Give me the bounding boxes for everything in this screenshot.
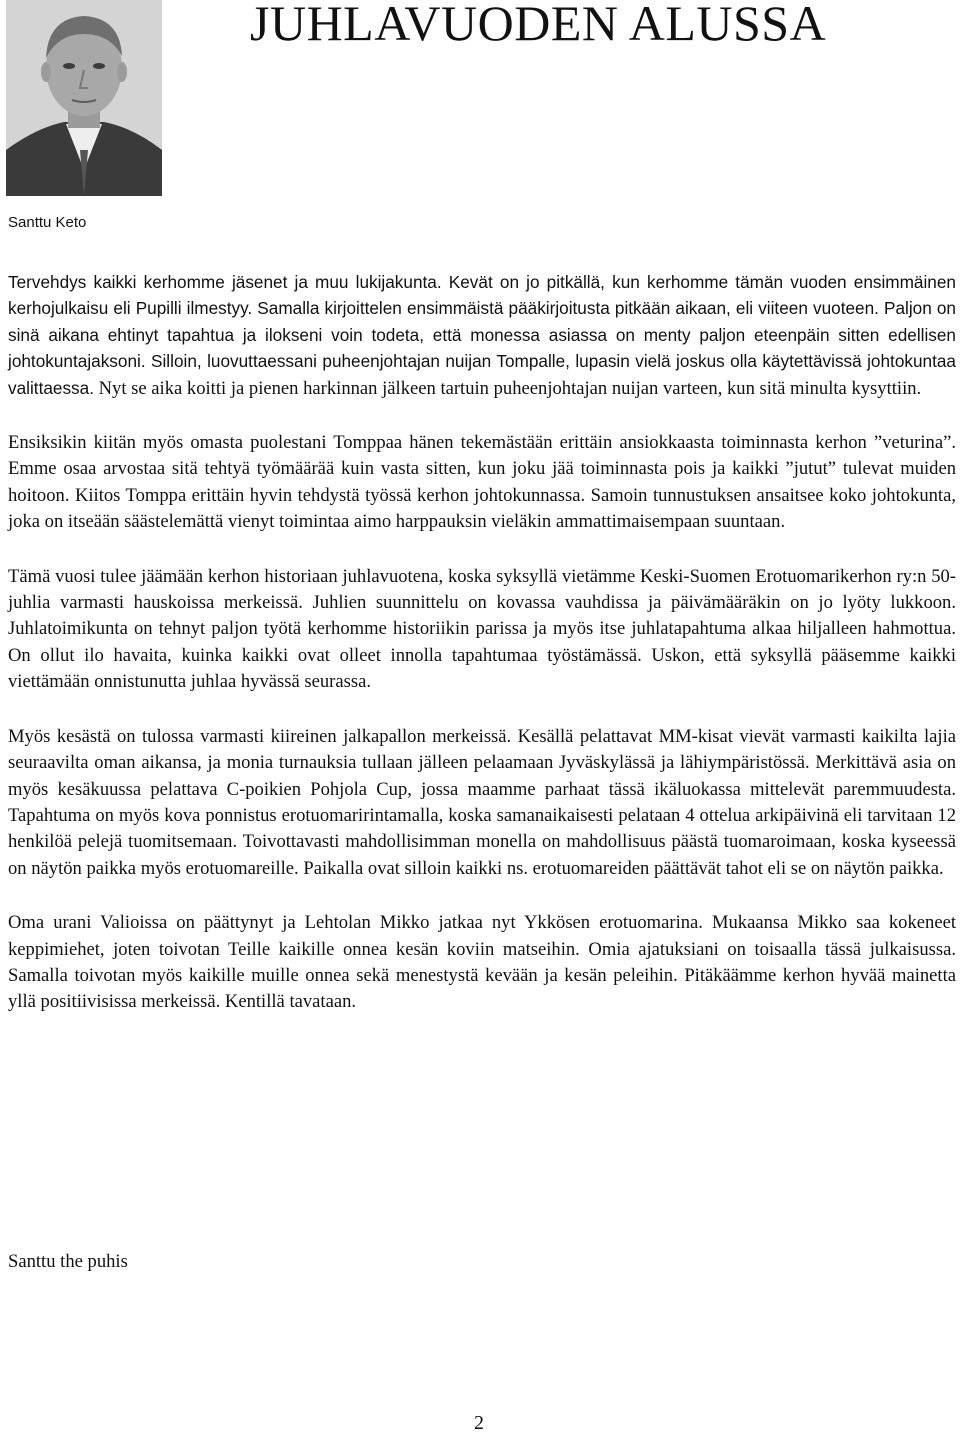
paragraph-greeting-text: Tervehdys kaikki kerhomme jäsenet ja muu lukijakunta. Kevät on jo pitkällä, kun kerhomme tämän vuoden ensimmäinen kerhojulkaisu eli Pupilli ilmestyy. Samalla kirjoittelen ensimmäistä pääkirjoitusta pitkään aikaan, eli viiteen vuoteen. Paljon on sinä aikana ehtinyt tapahtua ja ilokseni voin todeta, että monessa asiassa on menty paljon eteenpäin sitten edellisen johtokuntajaksoni. Silloin, luovuttaessani puheenjohtajan nuijan Tompalle, lupasin vielä joskus olla käytettävissä johtokuntaa valittaessa. <box>8 272 956 398</box>
author-portrait-photo <box>6 0 162 196</box>
portrait-image <box>6 0 162 196</box>
article-title: JUHLAVUODEN ALUSSA <box>250 0 827 51</box>
paragraph-anniversary: Tämä vuosi tulee jäämään kerhon historiaan juhlavuotena, koska syksyllä vietämme Keski-Suomen Erotuomarikerhon ry:n 50-juhlia varmasti hauskoissa merkeissä. Juhlien suunnittelu on kovassa vauhdissa ja päivämääräkin on jo lyöty lukkoon. Juhlatoimikunta on tehnyt paljon työtä kerhomme historiikin parissa ja myös itse juhlatapahtuma alkaa hiljalleen hahmottua. On ollut ilo havaita, kuinka kaikki ovat olleet innolla tapahtumaa työstämässä. Uskon, että syksyllä pääsemme kaikki viettämään onnistunutta juhlaa hyvässä seurassa. <box>8 565 956 693</box>
paragraph-summer: Myös kesästä on tulossa varmasti kiireinen jalkapallon merkeissä. Kesällä pelattavat MM-kisat vievät varmasti kaikilta lajia seuraavilta oman aikansa, ja monia turnauksia tullaan jälleen pelaamaan Jyväskylässä ja lähiympäristössä. Merkittävä asia on myös kesäkuussa pelattava C-poikien Pohjola Cup, jossa maamme parhaat tässä ikäluokassa mittelevät paremmuudesta. Tapahtuma on myös kova ponnistus erotuomaririntamalla, koska samanaikaisesti pelataan 4 ottelua arkipäivinä eli tarvitaan 12 henkilöä pelejä tuomitsemaan. Toivottavasti mahdollisimman monella on mahdollisuus päästä tuomaroimaan, koska kyseessä on näytön paikka myös erotuomareille. Paikalla ovat silloin kaikki ns. erotuomareiden päättävät tahot eli se on näytön paikka. <box>8 725 956 879</box>
paragraph-greeting-continuation: Nyt se aika koitti ja pienen harkinnan jälkeen tartuin puheenjohtajan nuijan varteen, kun sitä minulta kysyttiin. <box>93 377 922 399</box>
paragraph-career: Oma urani Valioissa on päättynyt ja Lehtolan Mikko jatkaa nyt Ykkösen erotuomarina. Mukaansa Mikko saa kokeneet keppimiehet, joten toivotan Teille kaikille onnea kesän koviin matseihin. Omia ajatuksiani on toisaalla tässä julkaisussa. Samalla toivotan myös kaikille muille onnea sekä menestystä kevään ja kesän peleihin. Pitäkäämme kerhon hyvää mainetta yllä positiivisissa merkeissä. Kentillä tavataan. <box>8 912 956 1013</box>
page-number: 2 <box>474 1412 484 1434</box>
paragraph-greeting <box>8 269 956 402</box>
photo-caption: Santtu Keto <box>8 214 87 231</box>
paragraph-thanks: Ensiksikin kiitän myös omasta puolestani Tomppaa hänen tekemästään erittäin ansiokkaasta toiminnasta kerhon ”veturina”. Emme osaa arvostaa sitä tehtyä työmäärää kuin vasta sitten, kun joku jää toiminnasta pois ja kaikki ”jutut” tulevat muiden hoitoon. Kiitos Tomppa erittäin hyvin tehdystä työssä kerhon johtokunnassa. Samoin tunnustuksen ansaitsee koko johtokunta, joka on itseään säästelemättä vienyt toimintaa aimo harppauksin vieläkin ammattimaisempaan suuntaan. <box>8 432 956 533</box>
article-body <box>8 269 956 1016</box>
signature: Santtu the puhis <box>8 1251 128 1272</box>
